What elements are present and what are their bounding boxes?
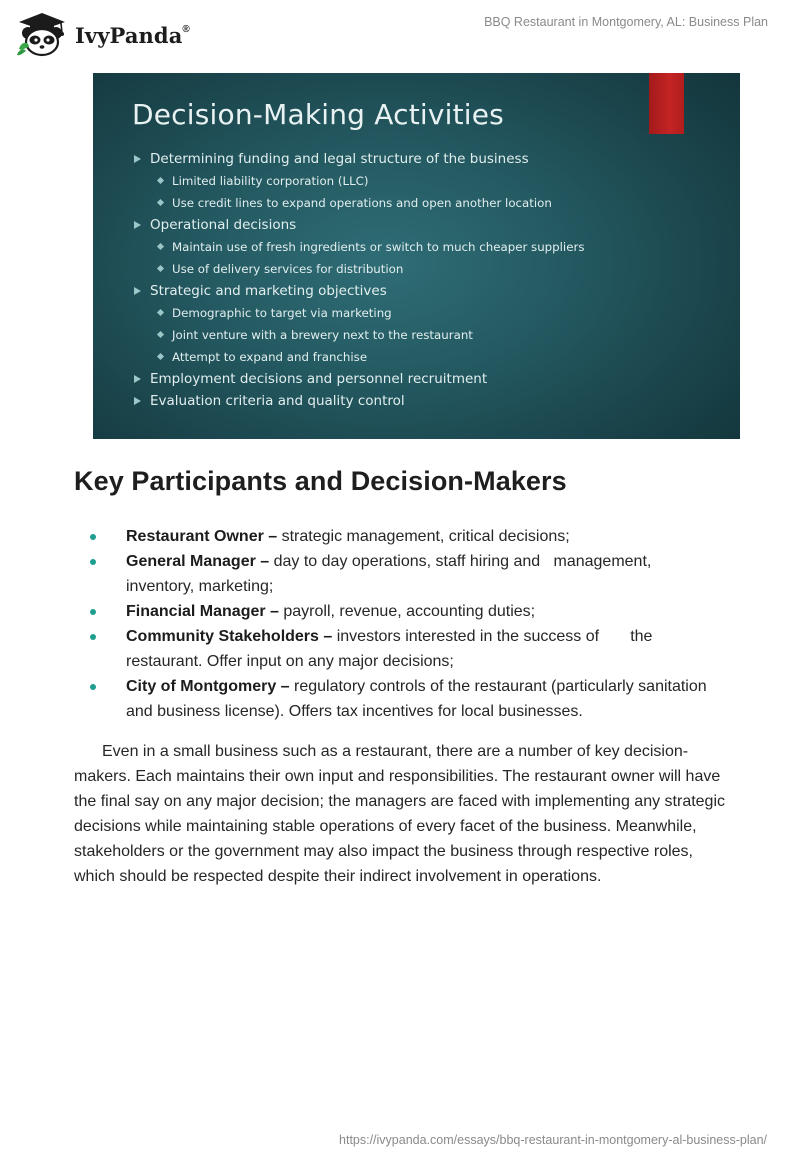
body-paragraph: Even in a small business such as a restaurant, there are a number of key decision-makers. Each maintains their own input and responsibilities. The restaurant owner will have the final say on any major decision; the managers are faced with implementing any strategic decisions while maintaining stable operations of every facet of the business. Meanwhile, stakeholders or the government may also impact the business through respective roles, which should be respected despite their indirect involvement in operations. [74,743,726,885]
diamond-bullet-icon [157,177,164,184]
list-item [90,599,710,624]
slide-bullet-list [134,148,584,412]
participant-role: Community Stakeholders – [126,628,333,645]
diamond-bullet-icon [157,265,164,272]
slide-subitem: Use credit lines to expand operations and open another location [134,192,584,214]
triangle-bullet-icon [134,221,141,229]
dot-bullet-icon [90,634,96,640]
dot-bullet-icon [90,609,96,615]
logo-wordmark: IvyPanda® [75,22,190,48]
participant-desc: strategic management, critical decisions; [277,528,570,545]
source-url-link[interactable]: https://ivypanda.com/essays/bbq-restaurant-in-montgomery-al-business-plan/ [339,1133,767,1147]
slide-item: Strategic and marketing objectives [134,280,584,302]
participant-desc: day to day operations, staff hiring and management, inventory, marketing; [126,553,656,595]
list-item [90,624,710,674]
participants-list [90,524,710,724]
participant-desc: investors interested in the success of the restaurant. Offer input on any major decisions; [126,628,657,670]
slide-subitem: Use of delivery services for distribution [134,258,584,280]
slide-accent-bar [649,73,684,134]
list-item [90,674,710,724]
diamond-bullet-icon [157,331,164,338]
triangle-bullet-icon [134,155,141,163]
slide-image [93,73,740,439]
slide-subitem: Attempt to expand and franchise [134,346,584,368]
slide-item: Determining funding and legal structure of the business [134,148,584,170]
site-logo[interactable] [15,11,190,57]
slide-item: Employment decisions and personnel recruitment [134,368,584,390]
dot-bullet-icon [90,559,96,565]
triangle-bullet-icon [134,397,141,405]
section-heading: Key Participants and Decision-Makers [74,466,567,496]
participant-role: City of Montgomery – [126,678,290,695]
dot-bullet-icon [90,684,96,690]
participant-role: Restaurant Owner – [126,528,278,545]
triangle-bullet-icon [134,375,141,383]
triangle-bullet-icon [134,287,141,295]
dot-bullet-icon [90,534,96,540]
slide-subitem: Demographic to target via marketing [134,302,584,324]
participant-desc: regulatory controls of the restaurant (particularly sanitation and business license). Offers tax incentives for local businesses. [126,678,707,720]
slide-item: Evaluation criteria and quality control [134,390,584,412]
slide-subitem: Joint venture with a brewery next to the restaurant [134,324,584,346]
diamond-bullet-icon [157,309,164,316]
slide-subitem: Limited liability corporation (LLC) [134,170,584,192]
slide-title: Decision-Making Activities [132,98,504,131]
participant-desc: payroll, revenue, accounting duties; [278,603,536,620]
diamond-bullet-icon [157,199,164,206]
diamond-bullet-icon [157,243,164,250]
slide-item: Operational decisions [134,214,584,236]
participant-role: Financial Manager – [126,603,279,620]
panda-graduate-icon [15,11,69,57]
diamond-bullet-icon [157,353,164,360]
document-title: BBQ Restaurant in Montgomery, AL: Business Plan [484,15,768,29]
participant-role: General Manager – [126,553,270,570]
list-item [90,549,710,599]
list-item [90,524,710,549]
slide-subitem: Maintain use of fresh ingredients or switch to much cheaper suppliers [134,236,584,258]
